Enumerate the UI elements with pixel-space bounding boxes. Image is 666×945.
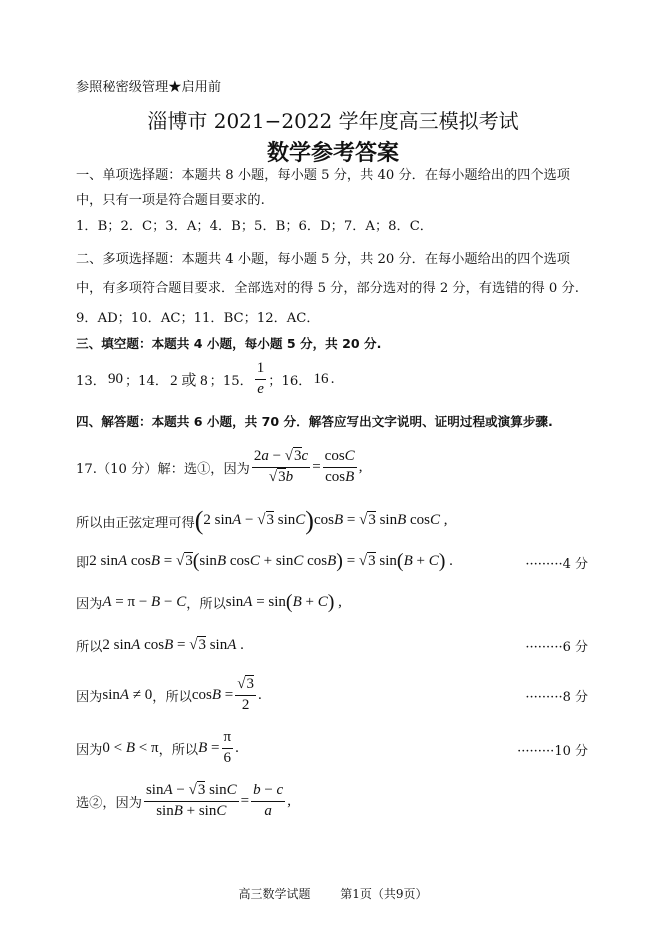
q14-value: 2 或 8 <box>170 372 208 389</box>
q16-value: 16 <box>313 370 329 387</box>
step4-line: 所以 2 sinA cosB = √3 sinA . <box>76 636 244 655</box>
given-fraction-rhs: $\frac{\cos C}{\cos B}$ <box>324 448 355 485</box>
section4-heading: 四、解答题：本题共 6 小题，共 70 分．解答应写出文字说明、证明过程或演算步骤. <box>76 414 553 429</box>
answers-end: . <box>330 371 335 387</box>
opt2-line: 选②，因为 $\frac{\sin A - √3 \sin C}{\sin B + \sin C}$ = $\frac{b - c}{a}$ , <box>76 782 291 819</box>
step1-prefix: 所以由正弦定理可得 <box>76 515 195 531</box>
step5-prefix: 因为 <box>76 689 103 705</box>
section2-answers: 9．AD；10．AC；11．BC；12．AC． <box>76 311 320 326</box>
step2-prefix: 即 <box>76 555 90 571</box>
footer-page: 第1页（共9页） <box>340 887 428 901</box>
score-10: ·········10 分 <box>517 744 588 759</box>
opt2-fraction-lhs: $\frac{\sin A - √3 \sin C}{\sin B + \sin C}$ <box>145 782 237 819</box>
step3-line: 因为 A = π − B − C ，所以 sinA = sin(B + C) , <box>76 591 342 613</box>
q15-label: ；15． <box>209 373 253 389</box>
score-4: ·········4 分 <box>525 557 588 572</box>
opt2-fraction-rhs: $\frac{b - c}{a}$ <box>253 782 284 819</box>
step6-line: 因为 0 < B < π ，所以 B = $\frac{\pi}{6}$ . <box>76 729 239 766</box>
step6-mid: ，所以 <box>158 742 199 758</box>
step5-line: 因为 sinA ≠ 0 ，所以 cosB = $\frac{√3}{2}$ . <box>76 676 262 713</box>
page-footer <box>0 885 666 902</box>
q17-given: 17.（10 分）解：选①，因为 $\frac{2a - √3c}{√3b}$ = $\frac{\cos C}{\cos B}$ , <box>76 448 363 485</box>
step3-mid: ，所以 <box>186 596 226 612</box>
answer-title: 数学参考答案 <box>266 141 399 166</box>
step5-mid: ，所以 <box>152 689 192 705</box>
step2-formula: 2 sinA cosB = √3(sinB cosC + sinC cosB) = √3 sin(B + C) . <box>89 550 453 572</box>
step2-line <box>76 546 453 576</box>
section1-instruction-line1: 一、单项选择题：本题共 8 小题，每小题 5 分，共 40 分．在每小题给出的四个选项 <box>76 168 570 183</box>
cosB-fraction: $\frac{√3}{2}$ <box>237 676 254 713</box>
opt2-label: 选②，因为 <box>76 795 142 811</box>
step6-prefix: 因为 <box>76 742 103 758</box>
B-fraction: $\frac{\pi}{6}$ <box>223 729 232 766</box>
q13-label: 13． <box>76 373 106 389</box>
q13-value: 90 <box>107 370 123 387</box>
given-fraction-lhs: $\frac{2a - √3c}{√3b}$ <box>253 448 309 485</box>
exam-title: 淄博市 2021−2022 学年度高三模拟考试 <box>147 109 519 133</box>
section2-instruction-line1: 二、多项选择题：本题共 4 小题，每小题 5 分，共 20 分．在每小题给出的四个选项 <box>76 252 570 267</box>
footer-course: 高三数学试题 <box>238 887 311 901</box>
q15-fraction: $\frac{1}{e}$ <box>256 360 265 397</box>
confidential-label: 参照秘密级管理★启用前 <box>76 80 222 95</box>
section1-instruction-line2: 中，只有一项是符合题目要求的. <box>76 193 265 208</box>
section1-answers: 1．B；2．C；3．A；4．B；5．B；6．D；7．A；8．C． <box>76 219 433 234</box>
section3-heading: 三、填空题：本题共 4 小题，每小题 5 分，共 20 分. <box>76 336 382 351</box>
score-8: ·········8 分 <box>525 690 588 705</box>
q16-label: ；16． <box>268 373 312 389</box>
q14-label: ；14． <box>124 373 169 389</box>
step1-formula: (2 sinA − √3 sinC)cosB = √3 sinB cosC , <box>194 506 448 535</box>
score-6: ·········6 分 <box>525 640 588 655</box>
step1-line <box>76 506 448 536</box>
q17-label: 17.（10 分）解：选①，因为 <box>76 461 250 477</box>
section3-answers <box>76 358 335 400</box>
step3-prefix: 因为 <box>76 596 103 612</box>
section2-instruction-line2: 中，有多项符合题目要求．全部选对的得 5 分，部分选对的得 2 分，有选错的得 0 分. <box>76 281 579 296</box>
step4-prefix: 所以 <box>76 639 103 655</box>
